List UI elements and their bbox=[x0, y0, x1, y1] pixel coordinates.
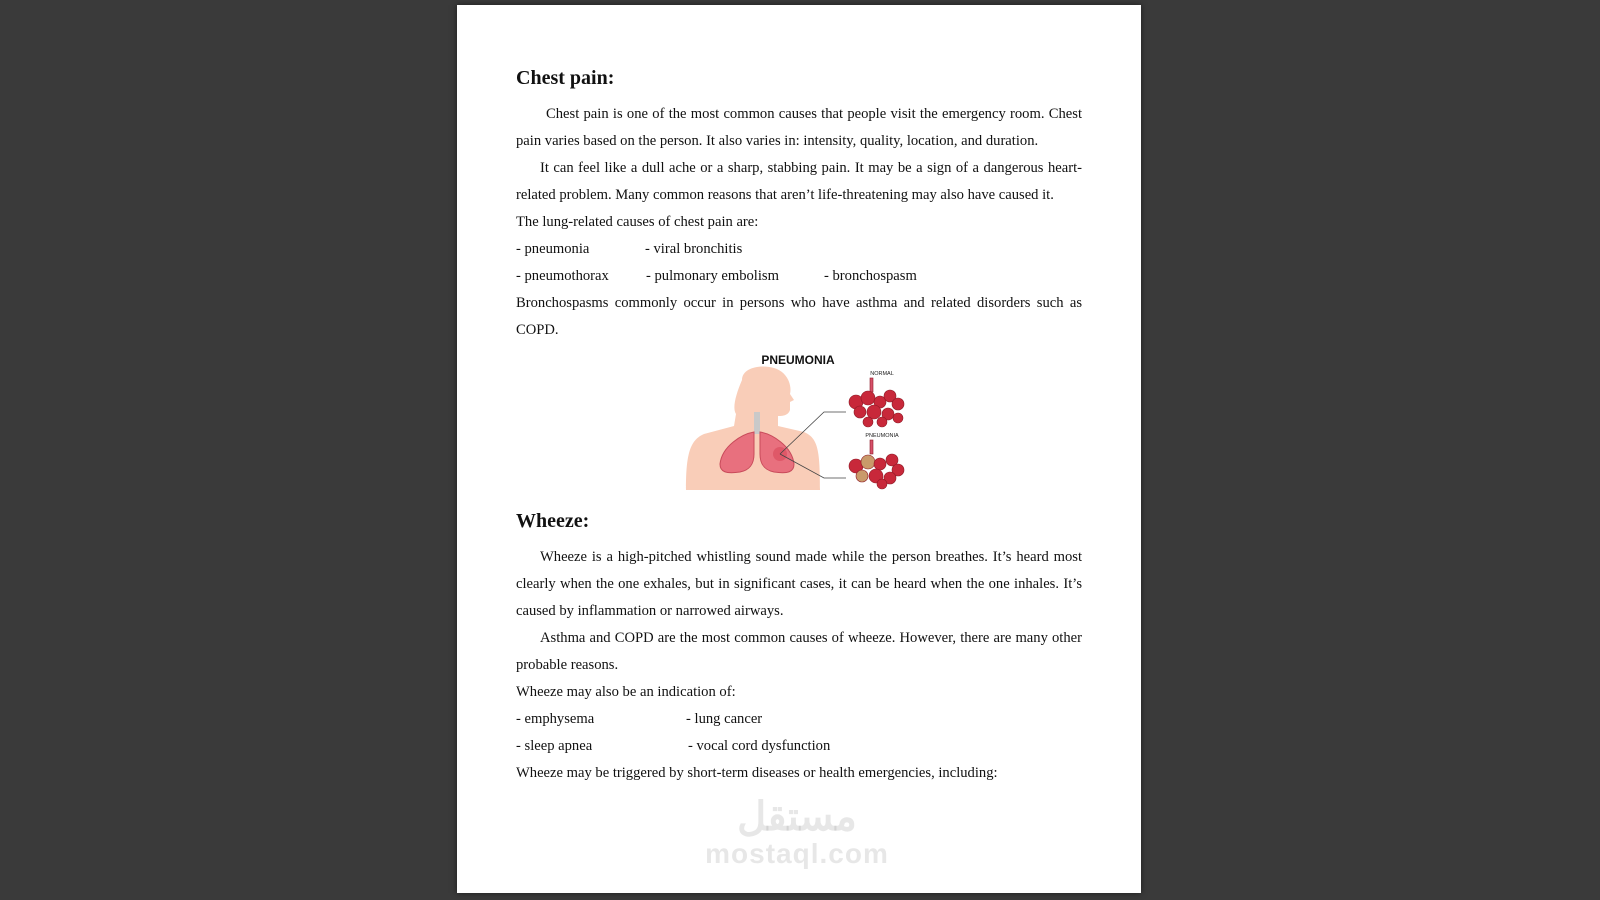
pneumonia-alveoli bbox=[849, 440, 904, 489]
watermark-latin: mostaql.com bbox=[705, 838, 889, 869]
bullet-row bbox=[516, 733, 1082, 760]
page-content bbox=[516, 63, 1082, 787]
paragraph: Bronchospasms commonly occur in persons who have asthma and related disorders such as COPD. bbox=[516, 295, 1082, 338]
paragraph: Wheeze is a high-pitched whistling sound made while the person breathes. It’s heard most clearly when the one exhales, but in significant cases, it can be heard when the one inhales. It’s caused by inflammation or narrowed airways. bbox=[516, 549, 1082, 619]
list-item: - pulmonary embolism bbox=[646, 268, 779, 284]
bullet-row bbox=[516, 263, 1082, 290]
document-page bbox=[457, 5, 1141, 893]
watermark-arabic: مستقل bbox=[737, 795, 857, 839]
list-item: - sleep apnea bbox=[516, 738, 593, 754]
normal-alveoli bbox=[849, 378, 904, 427]
list-item: - emphysema bbox=[516, 711, 595, 727]
list-item: - pneumothorax bbox=[516, 268, 609, 284]
list-item: - lung cancer bbox=[686, 711, 763, 727]
trachea bbox=[754, 412, 760, 434]
heading-wheeze: Wheeze: bbox=[516, 510, 590, 532]
list-item: - viral bronchitis bbox=[645, 241, 743, 257]
list-item: - pneumonia bbox=[516, 241, 590, 257]
pneumonia-figure bbox=[684, 350, 924, 490]
paragraph: Chest pain is one of the most common causes that people visit the emergency room. Chest pain varies based on the person. It also varies in: intensity, quality, location, and duration. bbox=[516, 106, 1082, 149]
figure-title: PNEUMONIA bbox=[761, 353, 835, 367]
body-silhouette bbox=[686, 367, 820, 491]
pneumonia-illustration bbox=[684, 350, 924, 490]
label-pneumonia: PNEUMONIA bbox=[865, 433, 899, 439]
list-item: - bronchospasm bbox=[824, 268, 917, 284]
paragraph: Wheeze may be triggered by short-term diseases or health emergencies, including: bbox=[516, 765, 998, 781]
paragraph: Asthma and COPD are the most common causes of wheeze. However, there are many other probable reasons. bbox=[516, 630, 1082, 673]
heading-chest-pain: Chest pain: bbox=[516, 67, 615, 89]
bullet-row bbox=[516, 236, 1082, 263]
label-normal: NORMAL bbox=[870, 371, 894, 377]
watermark bbox=[677, 795, 917, 869]
paragraph: It can feel like a dull ache or a sharp, stabbing pain. It may be a sign of a dangerous heart-related problem. Many common reasons that aren’t life-threatening may also have caused it. bbox=[516, 160, 1082, 203]
bullet-row bbox=[516, 706, 1082, 733]
list-item: - vocal cord dysfunction bbox=[688, 738, 831, 754]
list-intro: Wheeze may also be an indication of: bbox=[516, 684, 736, 700]
list-intro: The lung-related causes of chest pain are: bbox=[516, 214, 759, 230]
